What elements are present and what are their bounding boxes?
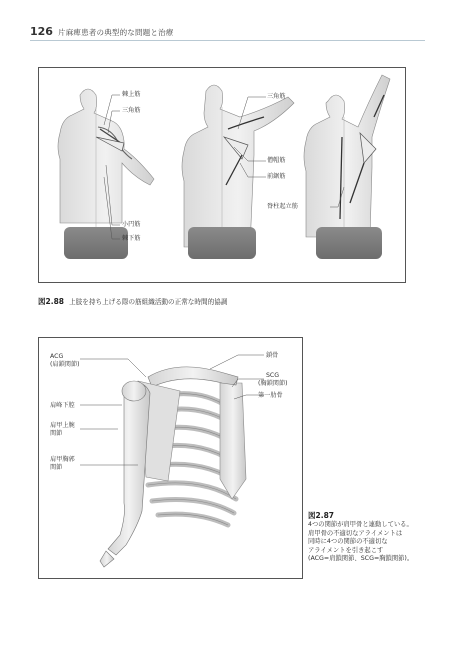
label-scapulothoracic-1: 肩甲胸郭 <box>50 456 75 463</box>
caption-line-4: アライメントを引き起こす <box>308 546 384 554</box>
label-supraspinatus: 棘上筋 <box>122 91 141 98</box>
label-acg-sub: (肩鎖関節) <box>50 361 80 368</box>
label-trapezius: 僧帽筋 <box>267 157 286 164</box>
label-erector-spinae: 脊柱起立筋 <box>267 203 298 210</box>
label-scg-sub: (胸鎖関節) <box>258 380 288 387</box>
forearm-end <box>100 551 114 567</box>
label-scg: SCG <box>266 372 280 379</box>
page-number: 126 <box>30 25 53 38</box>
label-scapulothoracic-2: 関節 <box>50 464 63 471</box>
caption-text-2-88: 上肢を持ち上げる際の筋組織活動の正常な時間的協調 <box>69 298 228 306</box>
caption-number-2-87: 図2.87 <box>308 511 335 520</box>
back-figure-b <box>182 85 294 259</box>
figure-2-88-caption <box>38 289 227 308</box>
sternum <box>220 383 246 499</box>
label-acg: ACG <box>50 353 64 360</box>
label-scapulohumeral-2: 関節 <box>50 430 63 437</box>
label-infraspinatus: 棘下筋 <box>122 235 141 242</box>
caption-line-2: 肩甲骨の不適切なアライメントは <box>308 529 403 537</box>
caption-line-5: (ACG=肩鎖関節、SCG=胸鎖関節)。 <box>308 555 414 563</box>
label-first-rib: 第一肋骨 <box>258 392 283 399</box>
label-deltoid-b: 三角筋 <box>267 93 286 100</box>
caption-line-3: 同時に4つの関節の不適切な <box>308 538 388 546</box>
humerus <box>108 383 150 555</box>
label-deltoid-a: 三角筋 <box>122 107 141 114</box>
figure-2-87-skeleton <box>38 337 301 577</box>
label-scapulohumeral-1: 肩甲上腕 <box>50 422 75 429</box>
label-serratus-anterior: 前鋸筋 <box>267 173 286 180</box>
label-clavicle: 鎖骨 <box>266 352 279 359</box>
label-teres-minor: 小円筋 <box>122 221 141 228</box>
figure-2-88-illustration <box>38 67 404 281</box>
header-divider <box>30 40 425 41</box>
figure-2-87-caption <box>308 510 413 564</box>
running-title: 片麻痺患者の典型的な問題と治療 <box>58 28 174 37</box>
label-subacromial: 肩峰下腔 <box>50 402 75 409</box>
caption-number-2-88: 図2.88 <box>38 297 65 306</box>
back-figure-c <box>304 75 390 259</box>
back-figure-a <box>58 89 154 259</box>
caption-line-1: 4つの関節が肩甲骨と連動している。 <box>308 521 413 528</box>
